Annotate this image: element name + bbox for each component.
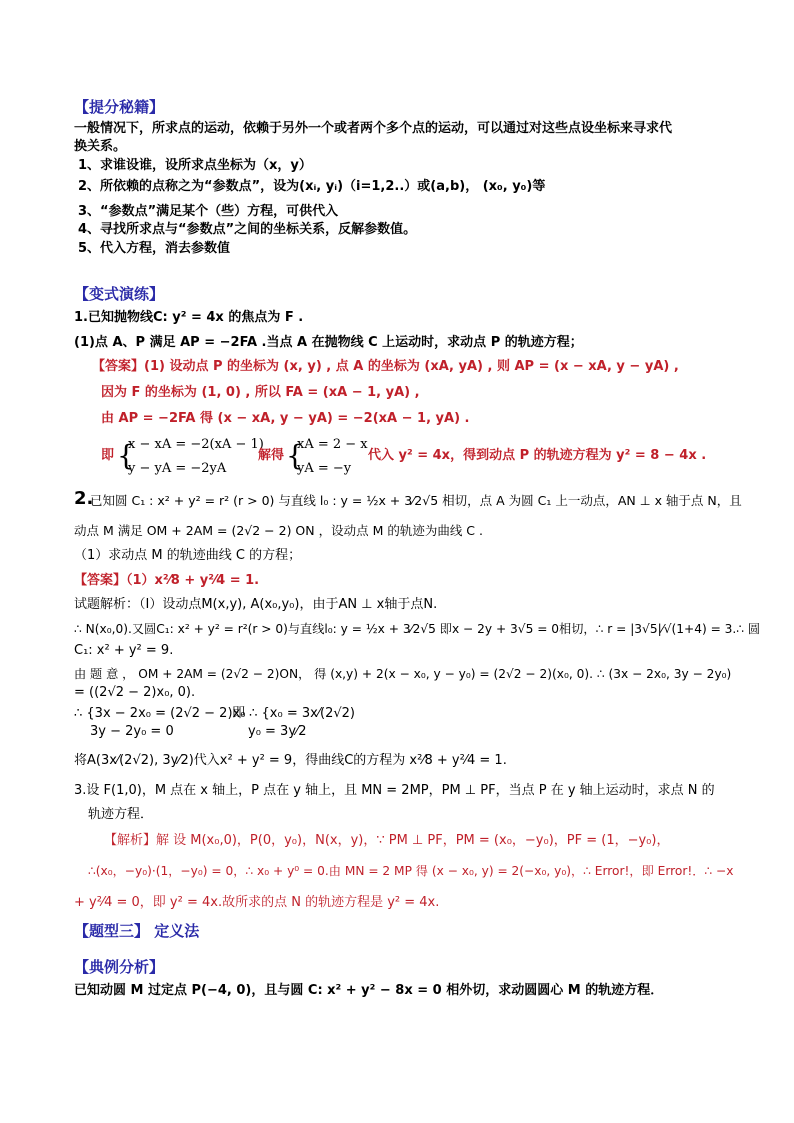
problem-1-question: 1.已知抛物线C: y² = 4x 的焦点为 F . xyxy=(74,310,304,325)
section-heading-tips: 【提分秘籍】 xyxy=(74,98,165,116)
system-2-eq-2: yA = −y xyxy=(297,461,352,476)
problem-3-answer-line-3: + y²⁄4 = 0，即 y² = 4x.故所求的点 N 的轨迹方程是 y² = 4x. xyxy=(74,895,440,910)
problem-2-answer xyxy=(74,572,259,590)
solution-system-line-2: 3y − 2y₀ = 0 xyxy=(90,724,174,739)
section-heading-definition-method: 【题型三】 定义法 xyxy=(74,922,200,940)
intro-line-1: 一般情况下，所求点的运动，依赖于另外一个或者两个多个点的运动，可以通过对这些点设坐标来寻求代 xyxy=(74,121,673,136)
problem-1-answer-line-3: 由 AP = −2FA 得 (x − xA, y − yA) = −2(xA − 1, yA) . xyxy=(101,411,470,426)
solution-system-line-4: y₀ = 3y⁄2 xyxy=(248,724,307,739)
step-2: 2、所依赖的点称之为“参数点”，设为(xᵢ, yᵢ)（i=1,2..）或(a,b)， (x₀, y₀)等 xyxy=(78,179,546,194)
section-heading-practice: 【变式演练】 xyxy=(74,285,165,303)
problem-2-question-line-2: 动点 M 满足 OM + 2AM = (2√2 − 2) ON ，设动点 M 的轨迹为曲线 C . xyxy=(74,523,483,538)
brace-1: { xyxy=(117,439,135,472)
solution-system-line-3: 即 ∴ {x₀ = 3x⁄(2√2) xyxy=(232,706,355,721)
system-2-eq-1: xA = 2 − x xyxy=(297,437,368,452)
problem-1-answer-line-2: 因为 F 的坐标为 (1, 0) , 所以 FA = (xA − 1, yA) , xyxy=(101,385,420,400)
problem-1-answer-result: 代入 y² = 4x，得到动点 P 的轨迹方程为 y² = 8 − 4x . xyxy=(368,448,707,463)
solution-line-5: = ((2√2 − 2)x₀, 0). xyxy=(74,685,196,700)
problem-3-question-line-2: 轨迹方程． xyxy=(88,807,154,822)
solve-label: 解得 xyxy=(258,448,285,463)
section-heading-example: 【典例分析】 xyxy=(74,958,165,976)
solution-line-2: ∴ N(x₀,0).又圆C₁: x² + y² = r²(r > 0)与直线l₀: y = ½x + 3⁄2√5 即x − 2y + 3√5 = 0相切，∴ r = |3√5|⁄√(1+4) = 3.∴ 圆 xyxy=(74,622,761,636)
intro-line-2: 换关系。 xyxy=(74,139,127,154)
solution-line-7: 将A(3x⁄(2√2), 3y⁄2)代入x² + y² = 9，得曲线C的方程为 x²⁄8 + y²⁄4 = 1. xyxy=(74,753,507,768)
problem-3-answer-line-1: 【解析】解 设 M(x₀,0)，P(0，y₀)，N(x，y)，∵ PM ⊥ PF，PM = (x₀，−y₀)，PF = (1，−y₀)， xyxy=(104,833,670,848)
problem-3-question-line-1: 3.设 F(1,0)，M 点在 x 轴上，P 点在 y 轴上，且 MN = 2MP，PM ⊥ PF，当点 P 在 y 轴上运动时，求点 N 的 xyxy=(74,783,715,798)
answer-text: 【答案】（1）x²⁄8 + y²⁄4 = 1. xyxy=(74,573,260,588)
step-1: 1、求谁设谁，设所求点坐标为（x，y） xyxy=(78,158,312,173)
problem-1-answer-prefix: 即 xyxy=(101,448,115,463)
solution-line-3: C₁: x² + y² = 9. xyxy=(74,643,174,658)
problem-1-part-1: (1)点 A、P 满足 AP = −2FA .当点 A 在抛物线 C 上运动时，求动点 P 的轨迹方程； xyxy=(74,335,583,350)
step-4: 4、寻找所求点与“参数点”之间的坐标关系，反解参数值。 xyxy=(78,222,417,237)
problem-3-answer-line-2: ∴(x₀，−y₀)·(1，−y₀) = 0，∴ x₀ + y⁰ = 0.由 MN = 2 MP 得 (x − x₀, y) = 2(−x₀, y₀)，∴ Error!，即 Error!．∴ −x xyxy=(88,864,734,878)
system-1-eq-1: x − xA = −2(xA − 1) xyxy=(128,437,264,452)
step-5: 5、代入方程，消去参数值 xyxy=(78,241,231,256)
system-1-eq-2: y − yA = −2yA xyxy=(128,461,227,476)
problem-2-question-line-1: 已知圆 C₁ : x² + y² = r² (r > 0) 与直线 l₀ : y = ½x + 3⁄2√5 相切，点 A 为圆 C₁ 上一动点，AN ⊥ x 轴于点 N，且 xyxy=(90,493,742,508)
example-question: 已知动圆 M 过定点 P(−4, 0)，且与圆 C: x² + y² − 8x = 0 相外切，求动圆圆心 M 的轨迹方程． xyxy=(74,983,664,998)
brace-2: { xyxy=(286,439,304,472)
solution-line-1: 试题解析：（I）设动点M(x,y), A(x₀,y₀)，由于AN ⊥ x轴于点N. xyxy=(74,597,438,612)
problem-2-number: 2. xyxy=(74,488,94,509)
problem-1-answer-line-1: 【答案】(1) 设动点 P 的坐标为 (x, y) , 点 A 的坐标为 (xA, yA) , 则 AP = (x − xA, y − yA) , xyxy=(92,359,679,374)
step-3: 3、“参数点”满足某个（些）方程，可供代入 xyxy=(78,204,339,219)
problem-2-part-1: （1）求动点 M 的轨迹曲线 C 的方程； xyxy=(74,548,302,563)
solution-system-line-1: ∴ {3x − 2x₀ = (2√2 − 2)x₀ xyxy=(74,706,246,721)
solution-line-4: 由 题 意 ， OM + 2AM = (2√2 − 2)ON， 得 (x,y) + 2(x − x₀, y − y₀) = (2√2 − 2)(x₀, 0). ∴ (3x − 2x₀, 3y − 2y₀) xyxy=(74,667,732,681)
